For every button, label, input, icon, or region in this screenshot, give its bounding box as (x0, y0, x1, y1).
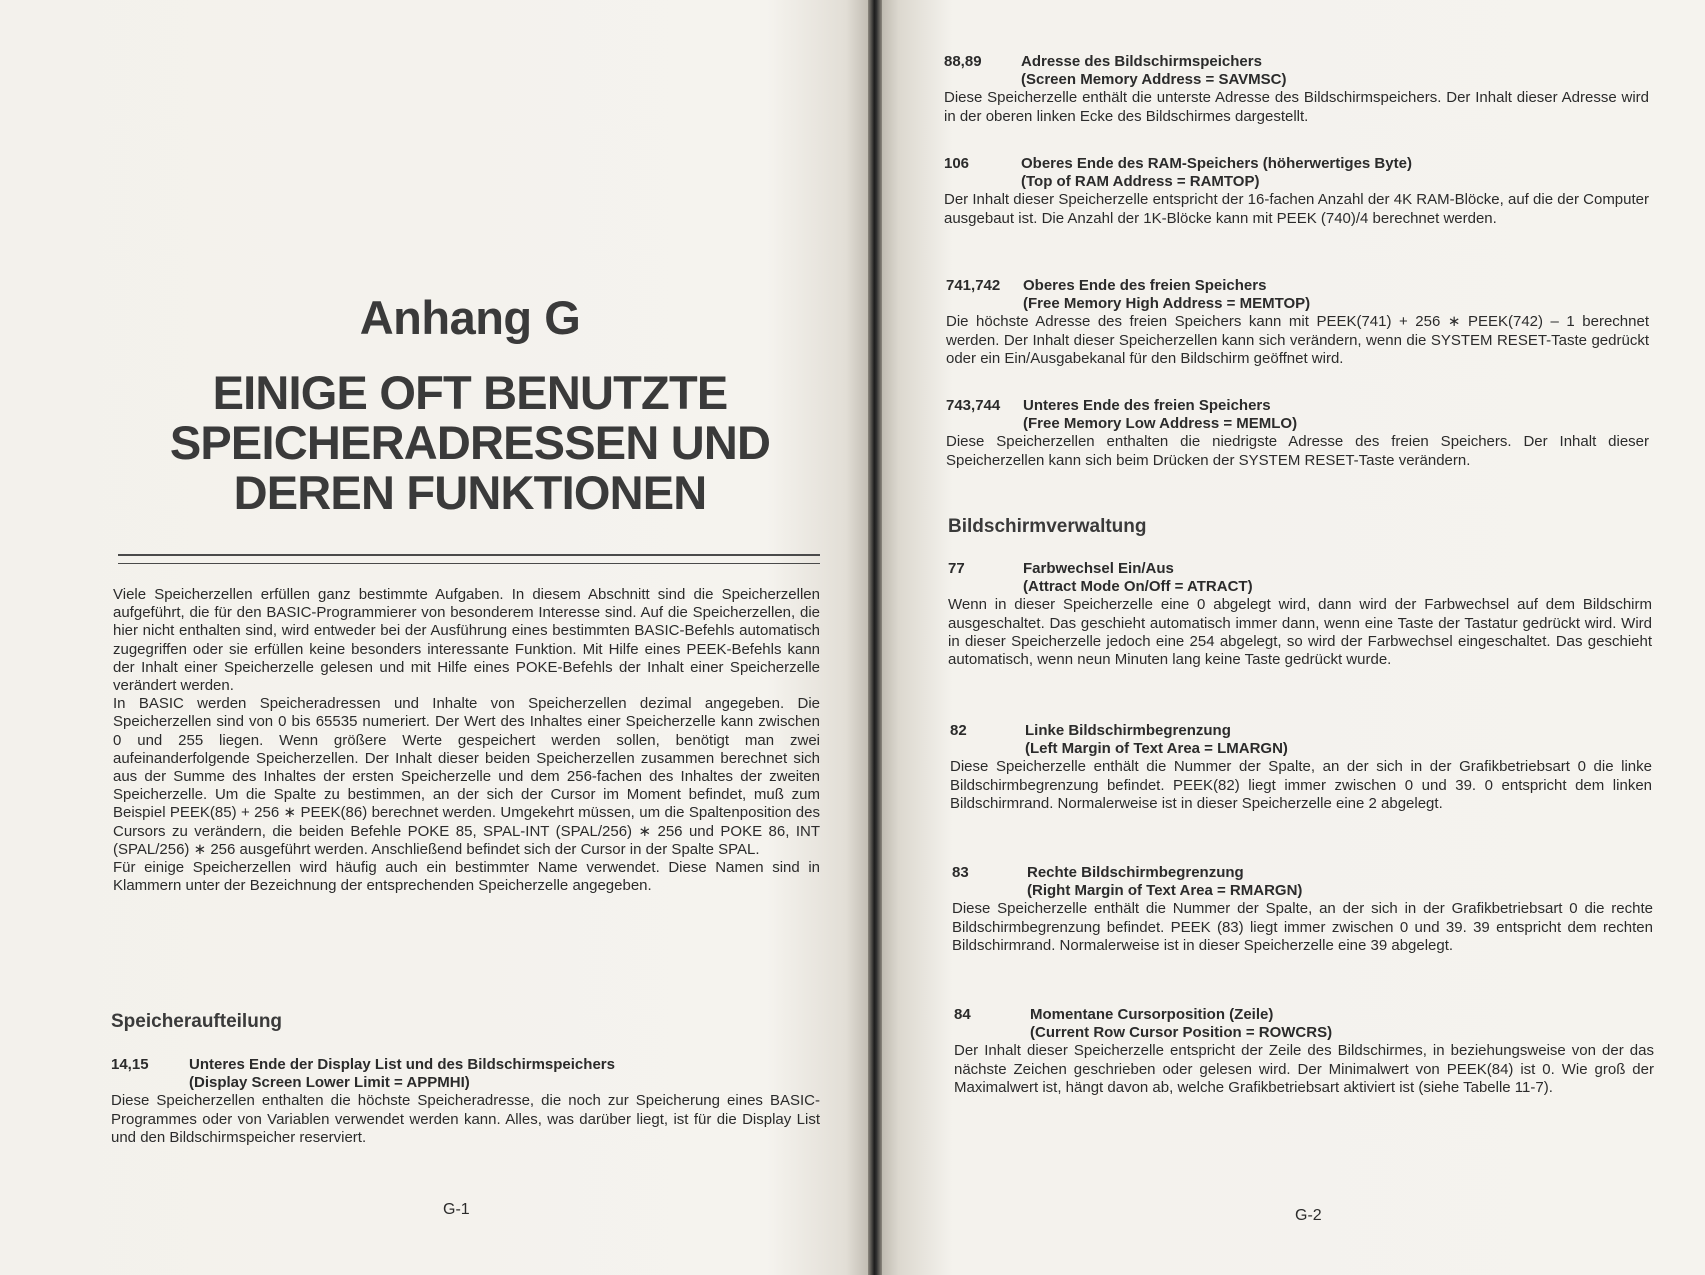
intro-text (113, 586, 820, 895)
memory-entry (111, 1056, 820, 1147)
section-heading: Bildschirmverwaltung (948, 516, 1147, 537)
intro-paragraph: Für einige Speicherzellen wird häufig auch ein bestimmter Name verwendet. Diese Namen sind in Klammern unter der Bezeichnung der entsprechenden Speicherzelle angegeben. (113, 859, 820, 895)
chapter-title-line: DEREN FUNKTIONEN (233, 466, 707, 519)
entry-name: (Left Margin of Text Area = LMARGN) (1025, 740, 1288, 758)
chapter-title-line: EINIGE OFT BENUTZTE (212, 366, 728, 419)
entry-description: Diese Speicherzellen enthalten die höchste Speicheradresse, die noch zur Speicherung eines BASIC-Programmes oder von Variablen verwendet werden kann. Alles, was darüber liegt, ist für die Display List und den Bildschirmspeicher reserviert. (111, 1092, 820, 1146)
entry-name: (Attract Mode On/Off = ATRACT) (1023, 578, 1253, 596)
entry-address: 106 (944, 155, 970, 172)
memory-entry (948, 560, 1652, 669)
entry-title: Linke Bildschirmbegrenzung (1025, 722, 1231, 739)
entry-name: (Right Margin of Text Area = RMARGN) (1027, 882, 1303, 900)
divider-rule-thin (118, 563, 820, 564)
page-number: G-1 (443, 1201, 470, 1218)
entry-address: 743,744 (946, 397, 1001, 414)
book-gutter (868, 0, 882, 1275)
chapter-label: Anhang G (359, 291, 581, 344)
memory-entry (946, 277, 1649, 368)
entry-name: (Free Memory Low Address = MEMLO) (1023, 415, 1298, 433)
memory-entry (944, 155, 1649, 228)
memory-entry (946, 397, 1649, 470)
entry-address: 14,15 (111, 1056, 149, 1073)
chapter-title-line: SPEICHERADRESSEN UND (169, 416, 771, 469)
right-page (878, 0, 1705, 1275)
memory-entry (950, 722, 1652, 813)
entry-name: (Display Screen Lower Limit = APPMHI) (189, 1074, 470, 1092)
entry-name: (Top of RAM Address = RAMTOP) (1021, 173, 1260, 191)
entry-description: Wenn in dieser Speicherzelle eine 0 abgelegt wird, dann wird der Farbwechsel auf dem Bildschirm ausgeschaltet. Das geschieht automatisch immer dann, wenn eine Taste der Tastatur gedrückt wird. Wird in dieser Speicherzelle jedoch eine 254 abgelegt, so wird der Farbwechsel eingeschaltet. Das geschieht automatisch, wenn neun Minuten lang keine Taste gedrückt wurde. (948, 596, 1652, 669)
entry-address: 82 (950, 722, 967, 739)
entry-address: 84 (954, 1006, 971, 1023)
entry-title: Rechte Bildschirmbegrenzung (1027, 864, 1244, 881)
entry-description: Diese Speicherzellen enthalten die niedrigste Adresse des freien Speichers. Der Inhalt dieser Speicherzellen kann sich beim Drücken der SYSTEM RESET-Taste verändern. (946, 433, 1649, 469)
entry-title: Oberes Ende des freien Speichers (1023, 277, 1267, 294)
intro-paragraph: Viele Speicherzellen erfüllen ganz bestimmte Aufgaben. In diesem Abschnitt sind die Speicherzellen aufgeführt, die für den BASIC-Programmierer von besonderem Interesse sind. Auf die Speicherzellen, die hier nicht enthalten sind, wird entweder bei der Ausführung eines bestimmten BASIC-Befehls automatisch zugegriffen oder sie erfüllen keine besonders interessante Funktion. Mit Hilfe eines PEEK-Befehls kann der Inhalt einer Speicherzelle gelesen und mit Hilfe eines POKE-Befehls der Inhalt einer Speicherzelle verändert werden. (113, 586, 820, 695)
entry-name: (Current Row Cursor Position = ROWCRS) (1030, 1024, 1333, 1042)
entry-name: (Screen Memory Address = SAVMSC) (1021, 71, 1287, 89)
chapter-title (0, 368, 872, 518)
entry-description: Diese Speicherzelle enthält die Nummer der Spalte, an der sich in der Grafikbetriebsart 0 die linke Bildschirmbegrenzung befindet. PEEK(82) liegt immer zwischen 0 und 39. 0 entspricht dem linken Bildschirmrand. Normalerweise ist in dieser Speicherzelle eine 2 abgelegt. (950, 758, 1652, 812)
entry-title: Unteres Ende der Display List und des Bildschirmspeichers (189, 1056, 615, 1073)
divider-rule (118, 554, 820, 556)
entry-description: Diese Speicherzelle enthält die Nummer der Spalte, an der sich in der Grafikbetriebsart 0 die rechte Bildschirmbegrenzung befindet. PEEK (83) liegt immer zwischen 0 und 39. 39 entspricht dem rechten Bildschirmrand. Normalerweise ist in dieser Speicherzelle eine 39 abgelegt. (952, 900, 1653, 954)
entry-title: Momentane Cursorposition (Zeile) (1030, 1006, 1274, 1023)
section-heading: Speicheraufteilung (111, 1011, 283, 1032)
memory-entry (954, 1006, 1654, 1097)
entry-title: Adresse des Bildschirmspeichers (1021, 53, 1262, 70)
entry-description: Der Inhalt dieser Speicherzelle entspricht der Zeile des Bildschirmes, in beziehungsweise von der das nächste Zeichen geschrieben oder gelesen wird. Der Minimalwert von PEEK(84) ist 0. Wie groß der Maximalwert ist, hängt davon ab, welche Grafikbetriebsart aktiviert ist (siehe Tabelle 11-7). (954, 1042, 1654, 1096)
entry-name: (Free Memory High Address = MEMTOP) (1023, 295, 1311, 313)
entry-address: 741,742 (946, 277, 1001, 294)
entry-address: 88,89 (944, 53, 982, 70)
entry-description: Die höchste Adresse des freien Speichers kann mit PEEK(741) + 256 ∗ PEEK(742) – 1 berechnet werden. Der Inhalt dieser Speicherzellen kann sich verändern, wenn die SYSTEM RESET-Taste gedrückt oder ein Ein/Ausgabekanal für den Bildschirm geöffnet wird. (946, 313, 1649, 367)
entry-title: Oberes Ende des RAM-Speichers (höherwertiges Byte) (1021, 155, 1412, 172)
entry-description: Der Inhalt dieser Speicherzelle entspricht der 16-fachen Anzahl der 4K RAM-Blöcke, auf die der Computer ausgebaut ist. Die Anzahl der 1K-Blöcke kann mit PEEK (740)/4 berechnet werden. (944, 191, 1649, 227)
memory-entry (944, 53, 1649, 126)
memory-entry (952, 864, 1653, 955)
intro-paragraph: In BASIC werden Speicheradressen und Inhalte von Speicherzellen dezimal angegeben. Die Speicherzellen sind von 0 bis 65535 numeriert. Der Wert des Inhaltes einer Speicherzelle kann zwischen 0 und 255 liegen. Wenn größere Werte gespeichert werden sollen, benötigt man zwei aufeinanderfolgende Speicherzellen. Der Inhalt dieser beiden Speicherzellen zusammen berechnet sich aus der Summe des Inhaltes der ersten Speicherzelle und dem 256-fachen des Inhaltes der zweiten Speicherzelle. Um die Spalte zu bestimmen, an der sich der Cursor im Moment befindet, muß zum Beispiel PEEK(85) + 256 ∗ PEEK(86) berechnet werden. Umgekehrt müssen, um die Spaltenposition des Cursors zu verändern, die beiden Befehle POKE 85, SPAL-INT (SPAL/256) ∗ 256 und POKE 86, INT (SPAL/256) ∗ 256 ausgeführt werden. Anschließend befindet sich der Cursor in der Spalte SPAL. (113, 695, 820, 858)
page-number: G-2 (1295, 1207, 1322, 1224)
entry-description: Diese Speicherzelle enthält die unterste Adresse des Bildschirmspeichers. Der Inhalt dieser Adresse wird in der oberen linken Ecke des Bildschirmes dargestellt. (944, 89, 1649, 125)
entry-address: 77 (948, 560, 965, 577)
entry-title: Unteres Ende des freien Speichers (1023, 397, 1271, 414)
entry-title: Farbwechsel Ein/Aus (1023, 560, 1174, 577)
entry-address: 83 (952, 864, 969, 881)
